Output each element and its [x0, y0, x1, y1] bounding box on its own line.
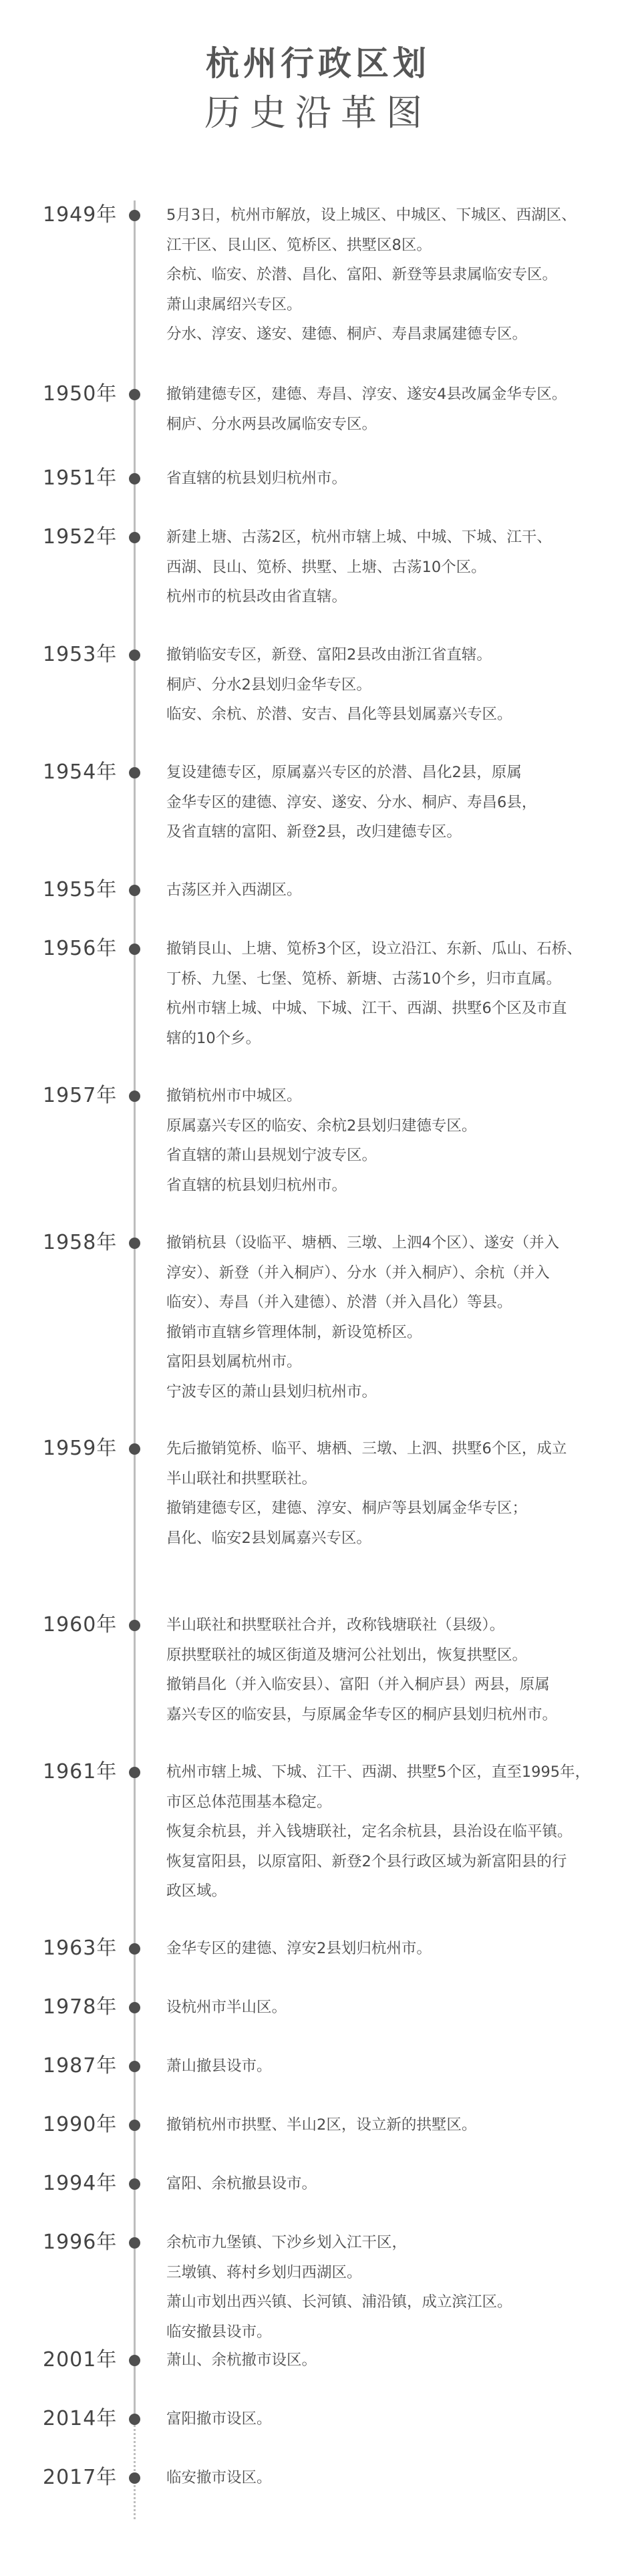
- entry-line: 撤销昌化（并入临安县）、富阳（并入桐庐县）两县，原属: [166, 1676, 550, 1693]
- timeline-dot: [129, 1238, 140, 1249]
- entry-description: [166, 1757, 621, 1906]
- entry-year: 1951年: [43, 466, 118, 490]
- entry-description: [166, 758, 621, 847]
- entry-line: 富阳、余杭撤县设市。: [166, 2175, 317, 2192]
- entry-line: 余杭市九堡镇、下沙乡划入江干区，: [166, 2234, 408, 2251]
- entry-description: [166, 380, 621, 439]
- entry-line: 分水、淳安、遂安、建德、桐庐、寿昌隶属建德专区。: [166, 325, 528, 343]
- entry-line: 萧山隶属绍兴专区。: [166, 295, 302, 313]
- entry-line: 原拱墅联社的城区街道及塘河公社划出，恢复拱墅区。: [166, 1646, 528, 1664]
- timeline-dot: [129, 1443, 140, 1455]
- entry-line: 临安撤县设市。: [166, 2323, 272, 2341]
- entry-year: 1956年: [43, 937, 118, 960]
- entry-description: [166, 875, 621, 905]
- entry-description: [166, 1610, 621, 1729]
- timeline-dot: [129, 2120, 140, 2131]
- entry-description: [166, 1993, 621, 2023]
- timeline-dot: [129, 767, 140, 778]
- entry-year: 2017年: [43, 2466, 118, 2489]
- entry-line: 5月3日，杭州市解放，设上城区、中城区、下城区、西湖区、: [166, 206, 577, 224]
- timeline-dot: [129, 1767, 140, 1778]
- entry-description: [166, 2404, 621, 2434]
- entry-line: 原属嘉兴专区的临安、余杭2县划归建德专区。: [166, 1117, 477, 1135]
- entry-year: 1953年: [43, 643, 118, 666]
- entry-year: 1963年: [43, 1937, 118, 1960]
- entry-line: 撤销市直辖乡管理体制，新设笕桥区。: [166, 1323, 422, 1341]
- entry-description: [166, 523, 621, 612]
- entry-description: [166, 2345, 621, 2376]
- title-block: [0, 43, 636, 136]
- entry-year: 2001年: [43, 2348, 118, 2372]
- entry-line: 萧山撤县设市。: [166, 2057, 272, 2075]
- entry-line: 金华专区的建德、淳安2县划归杭州市。: [166, 1940, 432, 1957]
- entry-year: 1959年: [43, 1437, 118, 1460]
- entry-year: 1960年: [43, 1613, 118, 1636]
- timeline-dot: [129, 2237, 140, 2249]
- entry-description: [166, 464, 621, 494]
- entry-description: [166, 1934, 621, 1964]
- entry-line: 临安）、寿昌（并入建德）、於潜（并入昌化）等县。: [166, 1294, 512, 1311]
- entry-year: 1961年: [43, 1760, 118, 1783]
- entry-line: 杭州市的杭县改由省直辖。: [166, 588, 347, 605]
- entry-line: 撤销杭州市中城区。: [166, 1087, 302, 1105]
- entry-line: 江干区、艮山区、笕桥区、拱墅区8区。: [166, 236, 432, 254]
- timeline-dot: [129, 2061, 140, 2072]
- entry-year: 1994年: [43, 2172, 118, 2195]
- entry-line: 昌化、临安2县划属嘉兴专区。: [166, 1529, 371, 1547]
- entry-line: 政区域。: [166, 1882, 227, 1900]
- entry-line: 新建上塘、古荡2区，杭州市辖上城、中城、下城、江干、: [166, 529, 552, 546]
- entry-description: [166, 1228, 621, 1407]
- entry-year: 1949年: [43, 203, 118, 227]
- entry-line: 淳安）、新登（并入桐庐）、分水（并入桐庐）、余杭（并入: [166, 1264, 550, 1282]
- entry-line: 嘉兴专区的临安县，与原属金华专区的桐庐县划归杭州市。: [166, 1705, 558, 1723]
- entry-description: [166, 1081, 621, 1200]
- timeline-dot: [129, 532, 140, 543]
- entry-line: 半山联社和拱墅联社。: [166, 1469, 317, 1487]
- entry-line: 萧山市划出西兴镇、长河镇、浦沿镇，成立滨江区。: [166, 2293, 512, 2311]
- entry-line: 省直辖的杭县划归杭州市。: [166, 1176, 347, 1194]
- entry-line: 辖的10个乡。: [166, 1029, 261, 1047]
- entry-year: 1950年: [43, 382, 118, 406]
- timeline-dot: [129, 389, 140, 400]
- entry-line: 半山联社和拱墅联社合并，改称钱塘联社（县级）。: [166, 1616, 505, 1634]
- entry-year: 1955年: [43, 878, 118, 901]
- timeline-dot: [129, 1620, 140, 1631]
- entry-description: [166, 640, 621, 730]
- entry-description: [166, 200, 621, 349]
- entry-year: 2014年: [43, 2407, 118, 2430]
- entry-line: 撤销杭县（设临平、塘栖、三墩、上泗4个区）、遂安（并入: [166, 1234, 560, 1252]
- timeline-dot: [129, 2472, 140, 2484]
- entry-line: 杭州市辖上城、中城、下城、江干、西湖、拱墅6个区及市直: [166, 1000, 567, 1017]
- page-subtitle: 历史沿革图: [204, 92, 432, 134]
- entry-line: 富阳撤市设区。: [166, 2410, 272, 2428]
- entry-line: 富阳县划属杭州市。: [166, 1353, 302, 1371]
- entry-line: 金华专区的建德、淳安、遂安、分水、桐庐、寿昌6县，: [166, 793, 537, 811]
- entry-description: [166, 2463, 621, 2493]
- entry-description: [166, 2110, 621, 2140]
- timeline-dot: [129, 1091, 140, 1102]
- entry-line: 撤销临安专区，新登、富阳2县改由浙江省直辖。: [166, 646, 492, 664]
- entry-line: 丁桥、九堡、七堡、笕桥、新塘、古荡10个乡，归市直属。: [166, 970, 562, 988]
- entry-year: 1957年: [43, 1084, 118, 1107]
- entry-line: 先后撤销笕桥、临平、塘栖、三墩、上泗、拱墅6个区，成立: [166, 1440, 567, 1457]
- entry-line: 市区总体范围基本稳定。: [166, 1793, 332, 1811]
- entry-year: 1958年: [43, 1231, 118, 1254]
- timeline-dot: [129, 2178, 140, 2190]
- entry-description: [166, 1434, 621, 1553]
- timeline-dot: [129, 473, 140, 484]
- entry-description: [166, 2169, 621, 2199]
- timeline-dot: [129, 2002, 140, 2013]
- timeline-continuation-dots: [134, 2412, 136, 2519]
- timeline-dot: [129, 1943, 140, 1955]
- entry-year: 1952年: [43, 525, 118, 549]
- entry-line: 恢复余杭县，并入钱塘联社，定名余杭县，县治设在临平镇。: [166, 1823, 573, 1840]
- timeline-dot: [129, 210, 140, 221]
- entry-year: 1954年: [43, 760, 118, 784]
- entry-line: 撤销杭州市拱墅、半山2区，设立新的拱墅区。: [166, 2116, 477, 2134]
- entry-line: 省直辖的杭县划归杭州市。: [166, 470, 347, 487]
- timeline-dot: [129, 944, 140, 955]
- entry-year: 1978年: [43, 1995, 118, 2019]
- entry-year: 1996年: [43, 2231, 118, 2254]
- timeline-dot: [129, 650, 140, 661]
- entry-line: 三墩镇、蒋村乡划归西湖区。: [166, 2263, 362, 2281]
- entry-description: [166, 2228, 621, 2347]
- entry-year: 1990年: [43, 2113, 118, 2136]
- entry-line: 及省直辖的富阳、新登2县，改归建德专区。: [166, 823, 462, 841]
- entry-line: 撤销建德专区，建德、寿昌、淳安、遂安4县改属金华专区。: [166, 386, 567, 403]
- entry-line: 余杭、临安、於潜、昌化、富阳、新登等县隶属临安专区。: [166, 266, 558, 283]
- entry-line: 撤销艮山、上塘、笕桥3个区，设立沿江、东新、瓜山、石桥、: [166, 940, 582, 958]
- timeline-dot: [129, 2414, 140, 2425]
- entry-line: 萧山、余杭撤市设区。: [166, 2351, 317, 2369]
- timeline-dot: [129, 885, 140, 896]
- entry-line: 恢复富阳县，以原富阳、新登2个县行政区域为新富阳县的行: [166, 1852, 567, 1870]
- entry-description: [166, 2051, 621, 2082]
- entry-line: 古荡区并入西湖区。: [166, 881, 302, 899]
- entry-line: 设杭州市半山区。: [166, 1999, 287, 2016]
- entry-year: 1987年: [43, 2054, 118, 2078]
- entry-line: 西湖、艮山、笕桥、拱墅、上塘、古荡10个区。: [166, 558, 486, 576]
- entry-line: 杭州市辖上城、下城、江干、西湖、拱墅5个区，直至1995年，: [166, 1763, 591, 1781]
- entry-line: 临安撤市设区。: [166, 2469, 272, 2486]
- entry-line: 撤销建德专区，建德、淳安、桐庐等县划属金华专区；: [166, 1499, 528, 1517]
- entry-line: 桐庐、分水2县划归金华专区。: [166, 676, 371, 694]
- timeline-dot: [129, 2355, 140, 2366]
- entry-line: 临安、余杭、於潜、安吉、昌化等县划属嘉兴专区。: [166, 706, 512, 723]
- entry-line: 宁波专区的萧山县划归杭州市。: [166, 1383, 377, 1401]
- entry-description: [166, 934, 621, 1053]
- entry-line: 桐庐、分水两县改属临安专区。: [166, 415, 377, 433]
- entry-line: 省直辖的萧山县规划宁波专区。: [166, 1147, 377, 1164]
- page-title: 杭州行政区划: [206, 44, 430, 83]
- entry-line: 复设建德专区，原属嘉兴专区的於潜、昌化2县，原属: [166, 764, 522, 781]
